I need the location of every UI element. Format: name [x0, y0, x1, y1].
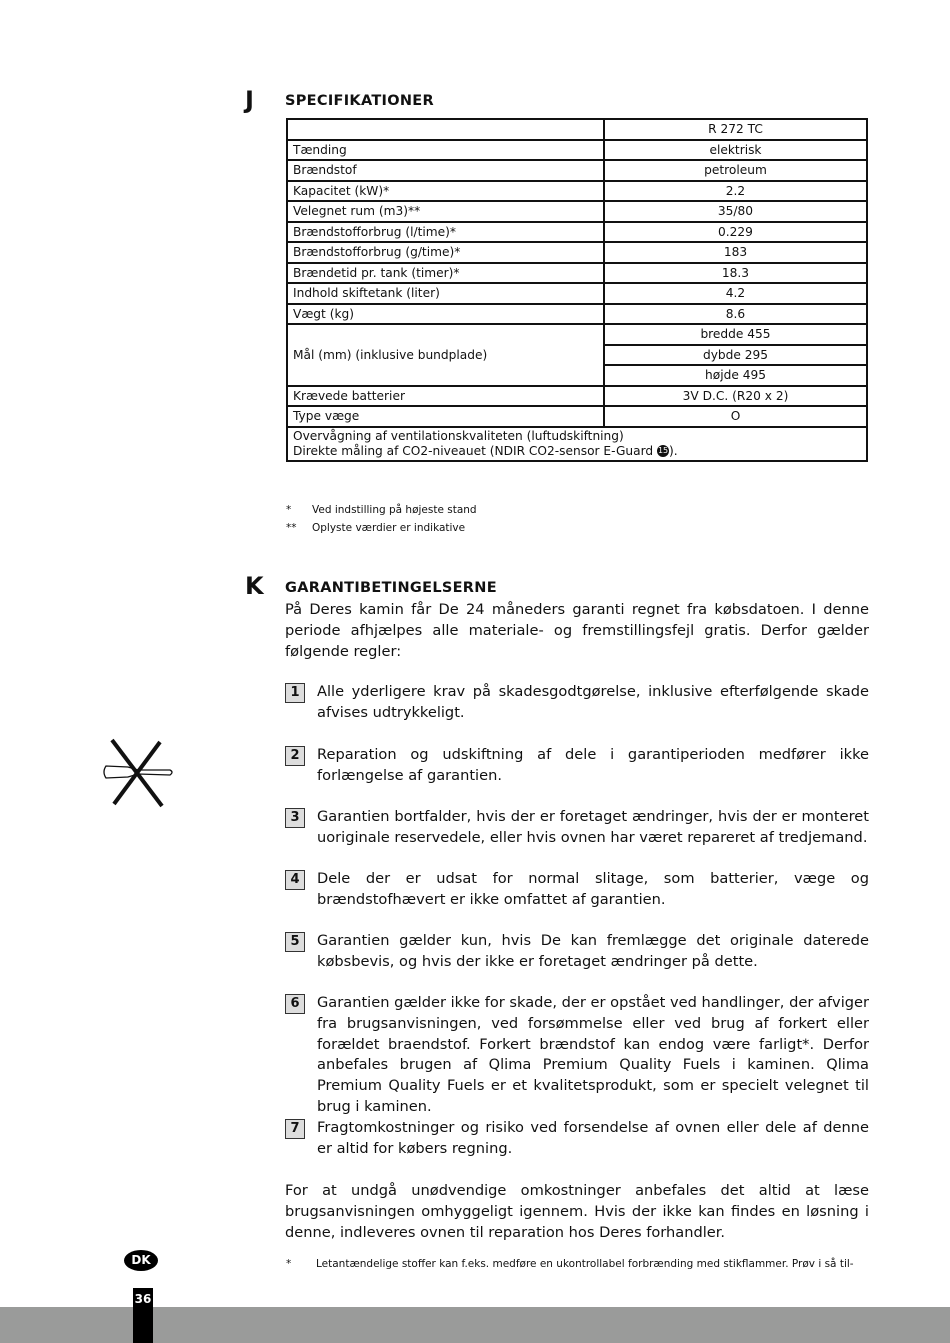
- rule-number: 1: [285, 683, 305, 703]
- section-title-specifications: SPECIFIKATIONER: [285, 93, 434, 109]
- footnote-mark: *: [286, 504, 292, 516]
- spec-value: 0.229: [604, 222, 867, 243]
- spec-row: [287, 386, 867, 407]
- spec-row: [287, 304, 867, 325]
- spec-value: 2.2: [604, 181, 867, 202]
- spec-row: [287, 283, 867, 304]
- spec-value: petroleum: [604, 160, 867, 181]
- spec-value: 18.3: [604, 263, 867, 284]
- warranty-rule: [285, 931, 869, 973]
- spec-value: 35/80: [604, 201, 867, 222]
- spec-row: [287, 201, 867, 222]
- spec-label: Vægt (kg): [287, 304, 604, 325]
- warranty-rule: [285, 869, 869, 911]
- warranty-rule: [285, 745, 869, 787]
- footnote-2: [286, 522, 465, 534]
- spec-value: O: [604, 406, 867, 427]
- spec-row: [287, 406, 867, 427]
- rule-text: Garantien gælder ikke for skade, der er opstået ved handlinger, der afviger fra brugsanvisningen, ved forsømmelse eller ved brug af forkert eller forældet braendstof. Forkert brændstof kan endog være farligt*. Derfor anbefales brugen af Qlima Premium Quality Fuels i kaminen. Qlima Premium Quality Fuels er et kvalitetsprodukt, som er specielt velegnet til brug i kaminen.: [317, 994, 869, 1115]
- rule-text: Garantien bortfalder, hvis der er foretaget ændringer, hvis der er monteret uoriginale reservedele, eller hvis ovnen har været repareret af tredjemand.: [317, 808, 869, 846]
- spec-row: [287, 140, 867, 161]
- spec-label: Velegnet rum (m3)**: [287, 201, 604, 222]
- dim-depth: dybde 295: [604, 345, 867, 366]
- section-title-warranty: GARANTIBETINGELSERNE: [285, 580, 497, 596]
- footnote-text: Letantændelige stoffer kan f.eks. medføre en ukontrollabel forbrænding med stikflammer. Prøv i så til-: [316, 1258, 854, 1270]
- ventilation-note: [287, 427, 867, 461]
- spec-row: [287, 263, 867, 284]
- spec-label: Brændstofforbrug (g/time)*: [287, 242, 604, 263]
- callout-badge: 15: [657, 446, 669, 455]
- footnote-mark: *: [286, 1258, 292, 1270]
- no-screwdriver-icon: [98, 738, 174, 810]
- model-header: R 272 TC: [604, 119, 867, 140]
- rule-text: Fragtomkostninger og risiko ved forsendelse af ovnen eller dele af denne er altid for købers regning.: [317, 1119, 869, 1157]
- note-line-2-end: ).: [669, 443, 678, 458]
- note-line-1: Overvågning af ventilationskvaliteten (luftudskiftning): [293, 428, 624, 443]
- warranty-rule: [285, 993, 869, 1118]
- footnote-text: Oplyste værdier er indikative: [312, 522, 466, 534]
- note-line-2: Direkte måling af CO2-niveauet (NDIR CO2-sensor E-Guard: [293, 443, 658, 458]
- spec-row: [287, 222, 867, 243]
- rule-number: 2: [285, 746, 305, 766]
- rule-text: Garantien gælder kun, hvis De kan fremlægge det originale daterede købsbevis, og hvis der ikke er foretaget ændringer på dette.: [317, 932, 869, 970]
- spec-value: 8.6: [604, 304, 867, 325]
- spec-value: 183: [604, 242, 867, 263]
- spec-row: [287, 160, 867, 181]
- spec-label: Type væge: [287, 406, 604, 427]
- spec-value: elektrisk: [604, 140, 867, 161]
- dim-width: bredde 455: [604, 324, 867, 345]
- specifications-table: [286, 118, 868, 462]
- warranty-rule: [285, 682, 869, 724]
- section-letter-k: K: [245, 572, 264, 600]
- page-number: 36: [133, 1288, 153, 1343]
- footnote-text: Ved indstilling på højeste stand: [312, 504, 477, 516]
- closing-paragraph: For at undgå unødvendige omkostninger anbefales det altid at læse brugsanvisningen omhyggeligt igennem. Hvis der ikke kan findes en løsning i denne, indleveres ovnen til reparation hos Deres forhandler.: [285, 1182, 869, 1241]
- rule-text: Reparation og udskiftning af dele i garantiperioden medfører ikke forlængelse af garantien.: [317, 746, 869, 784]
- section-letter-j: J: [245, 86, 254, 114]
- spec-value: 4.2: [604, 283, 867, 304]
- rule-number: 5: [285, 932, 305, 952]
- spec-row: [287, 242, 867, 263]
- rule-number: 3: [285, 808, 305, 828]
- rule-number: 6: [285, 994, 305, 1014]
- spec-label: Brændetid pr. tank (timer)*: [287, 263, 604, 284]
- spec-value: 3V D.C. (R20 x 2): [604, 386, 867, 407]
- bottom-footnote: [286, 1258, 854, 1270]
- spec-label: Brændstofforbrug (l/time)*: [287, 222, 604, 243]
- warranty-intro: På Deres kamin får De 24 måneders garanti regnet fra købsdatoen. I denne periode afhjælpes alle materiale- og fremstillingsfejl gratis. Derfor gælder følgende regler:: [285, 601, 869, 660]
- spec-label: Indhold skiftetank (liter): [287, 283, 604, 304]
- dims-label: Mål (mm) (inklusive bundplade): [287, 324, 604, 386]
- spec-row: [287, 181, 867, 202]
- footnote-1: [286, 504, 477, 516]
- dim-height: højde 495: [604, 365, 867, 386]
- warranty-rule: [285, 1118, 869, 1160]
- spec-label: Tænding: [287, 140, 604, 161]
- rule-text: Dele der er udsat for normal slitage, som batterier, væge og brændstofhævert er ikke omfattet af garantien.: [317, 870, 869, 908]
- spec-label: Brændstof: [287, 160, 604, 181]
- rule-number: 4: [285, 870, 305, 890]
- spec-label: Kapacitet (kW)*: [287, 181, 604, 202]
- warranty-rule: [285, 807, 869, 849]
- spec-label: Krævede batterier: [287, 386, 604, 407]
- rule-number: 7: [285, 1119, 305, 1139]
- rule-text: Alle yderligere krav på skadesgodtgørelse, inklusive efterfølgende skade afvises udtrykkeligt.: [317, 683, 869, 721]
- footnote-mark: **: [286, 522, 297, 534]
- language-badge: DK: [124, 1250, 158, 1271]
